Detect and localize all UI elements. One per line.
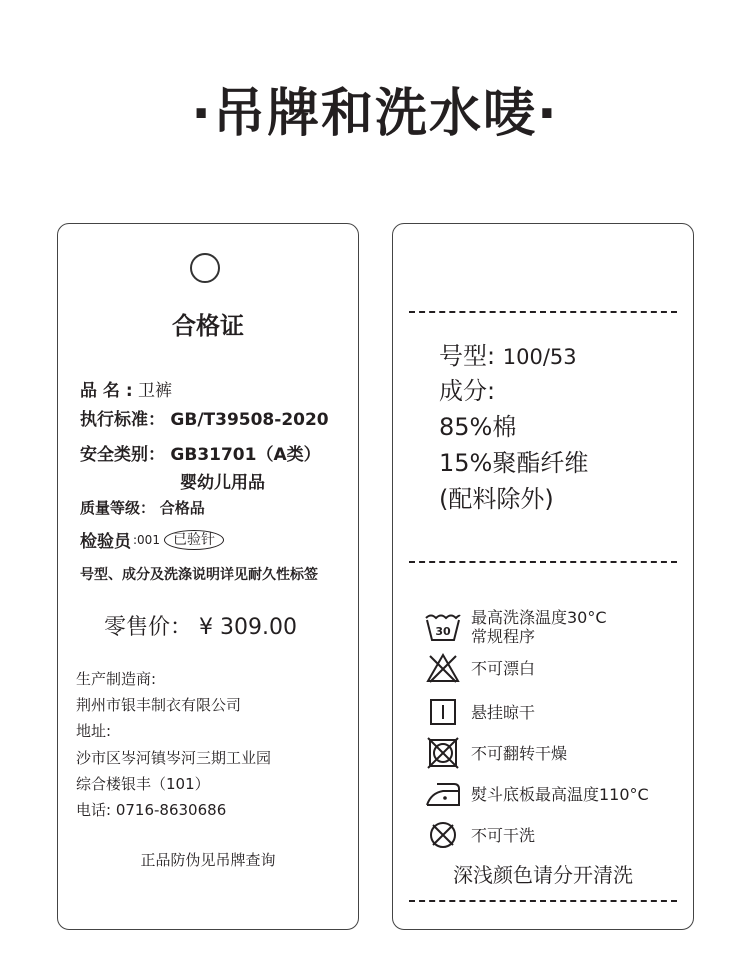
address-label: 地址: xyxy=(76,722,112,740)
size-label: 号型: xyxy=(439,342,496,370)
address-line1: 沙市区岑河镇岑河三期工业园 xyxy=(76,749,272,767)
size-row xyxy=(439,341,577,372)
composition-polyester: 15%聚酯纤维 xyxy=(439,449,589,477)
dashed-divider xyxy=(409,900,677,902)
safety-value: GB31701（A类） xyxy=(170,445,321,465)
product-name-label: 品 名 : xyxy=(80,381,133,401)
care-iron-row xyxy=(423,776,649,812)
product-name-value: 卫裤 xyxy=(138,381,173,401)
price-label: 零售价： xyxy=(104,615,193,640)
no-bleach-icon xyxy=(423,650,463,686)
care-wash-text xyxy=(471,608,607,646)
anti-counterfeit-note: 正品防伪见吊牌查询 xyxy=(140,851,276,869)
inspector-label: 检验员 xyxy=(80,532,131,552)
inspection-stamp: 已验针 xyxy=(164,530,224,550)
manufacturer-value: 荆州市银丰制衣有限公司 xyxy=(76,696,242,714)
care-tumble-text: 不可翻转干燥 xyxy=(471,743,568,763)
grade-value: 合格品 xyxy=(159,499,205,517)
care-dry-text: 悬挂晾干 xyxy=(471,702,536,722)
price-value: ¥ 309.00 xyxy=(199,615,297,640)
care-bleach-text: 不可漂白 xyxy=(471,658,536,678)
no-tumble-dry-icon xyxy=(423,735,463,771)
phone-value: 0716-8630686 xyxy=(115,801,227,819)
hang-tag-card xyxy=(57,223,359,930)
care-wash-row xyxy=(423,609,607,645)
address-line2: 综合楼银丰（101） xyxy=(76,775,210,793)
manufacturer-label: 生产制造商: xyxy=(76,670,157,688)
standard-value: GB/T39508-2020 xyxy=(170,410,329,430)
svg-text:30: 30 xyxy=(435,625,451,638)
safety-row xyxy=(80,440,321,465)
composition-label: 成分: xyxy=(439,377,496,405)
standard-row xyxy=(80,405,329,430)
care-iron-text: 熨斗底板最高温度110°C xyxy=(471,784,649,804)
grade-label: 质量等级： xyxy=(80,499,156,517)
no-dry-clean-icon xyxy=(423,817,463,853)
grade-row xyxy=(80,497,205,518)
composition-note: (配料除外) xyxy=(439,485,554,513)
page-title: ·吊牌和洗水唛· xyxy=(191,84,559,144)
dashed-divider xyxy=(409,561,677,563)
care-wash-line2: 常规程序 xyxy=(471,627,536,646)
wash-label-card xyxy=(392,223,694,930)
phone-row xyxy=(76,799,226,820)
label-note: 号型、成分及洗涤说明详见耐久性标签 xyxy=(80,567,318,583)
iron-110-icon xyxy=(423,776,463,812)
size-value: 100/53 xyxy=(502,345,577,369)
phone-label: 电话: xyxy=(76,801,112,819)
safety-label: 安全类别： xyxy=(80,445,165,465)
inspector-code: :001 xyxy=(133,532,160,547)
line-dry-icon xyxy=(423,694,463,730)
hang-hole-icon xyxy=(190,253,220,283)
dashed-divider xyxy=(409,311,677,313)
price-row xyxy=(104,610,297,641)
certificate-title: 合格证 xyxy=(172,312,244,340)
care-dry-row xyxy=(423,694,535,730)
wash-30-icon xyxy=(423,609,463,645)
standard-label: 执行标准： xyxy=(80,410,165,430)
care-dryclean-row xyxy=(423,817,535,853)
care-dryclean-text: 不可干洗 xyxy=(471,825,536,845)
care-bleach-row xyxy=(423,650,535,686)
safety-note: 婴幼儿用品 xyxy=(180,473,265,493)
product-name-row xyxy=(80,376,172,401)
composition-cotton: 85%棉 xyxy=(439,413,517,441)
care-tumble-row xyxy=(423,735,567,771)
color-wash-note: 深浅颜色请分开清洗 xyxy=(453,863,633,887)
care-wash-line1: 最高洗涤温度30°C xyxy=(471,608,607,627)
inspector-row xyxy=(80,527,224,552)
